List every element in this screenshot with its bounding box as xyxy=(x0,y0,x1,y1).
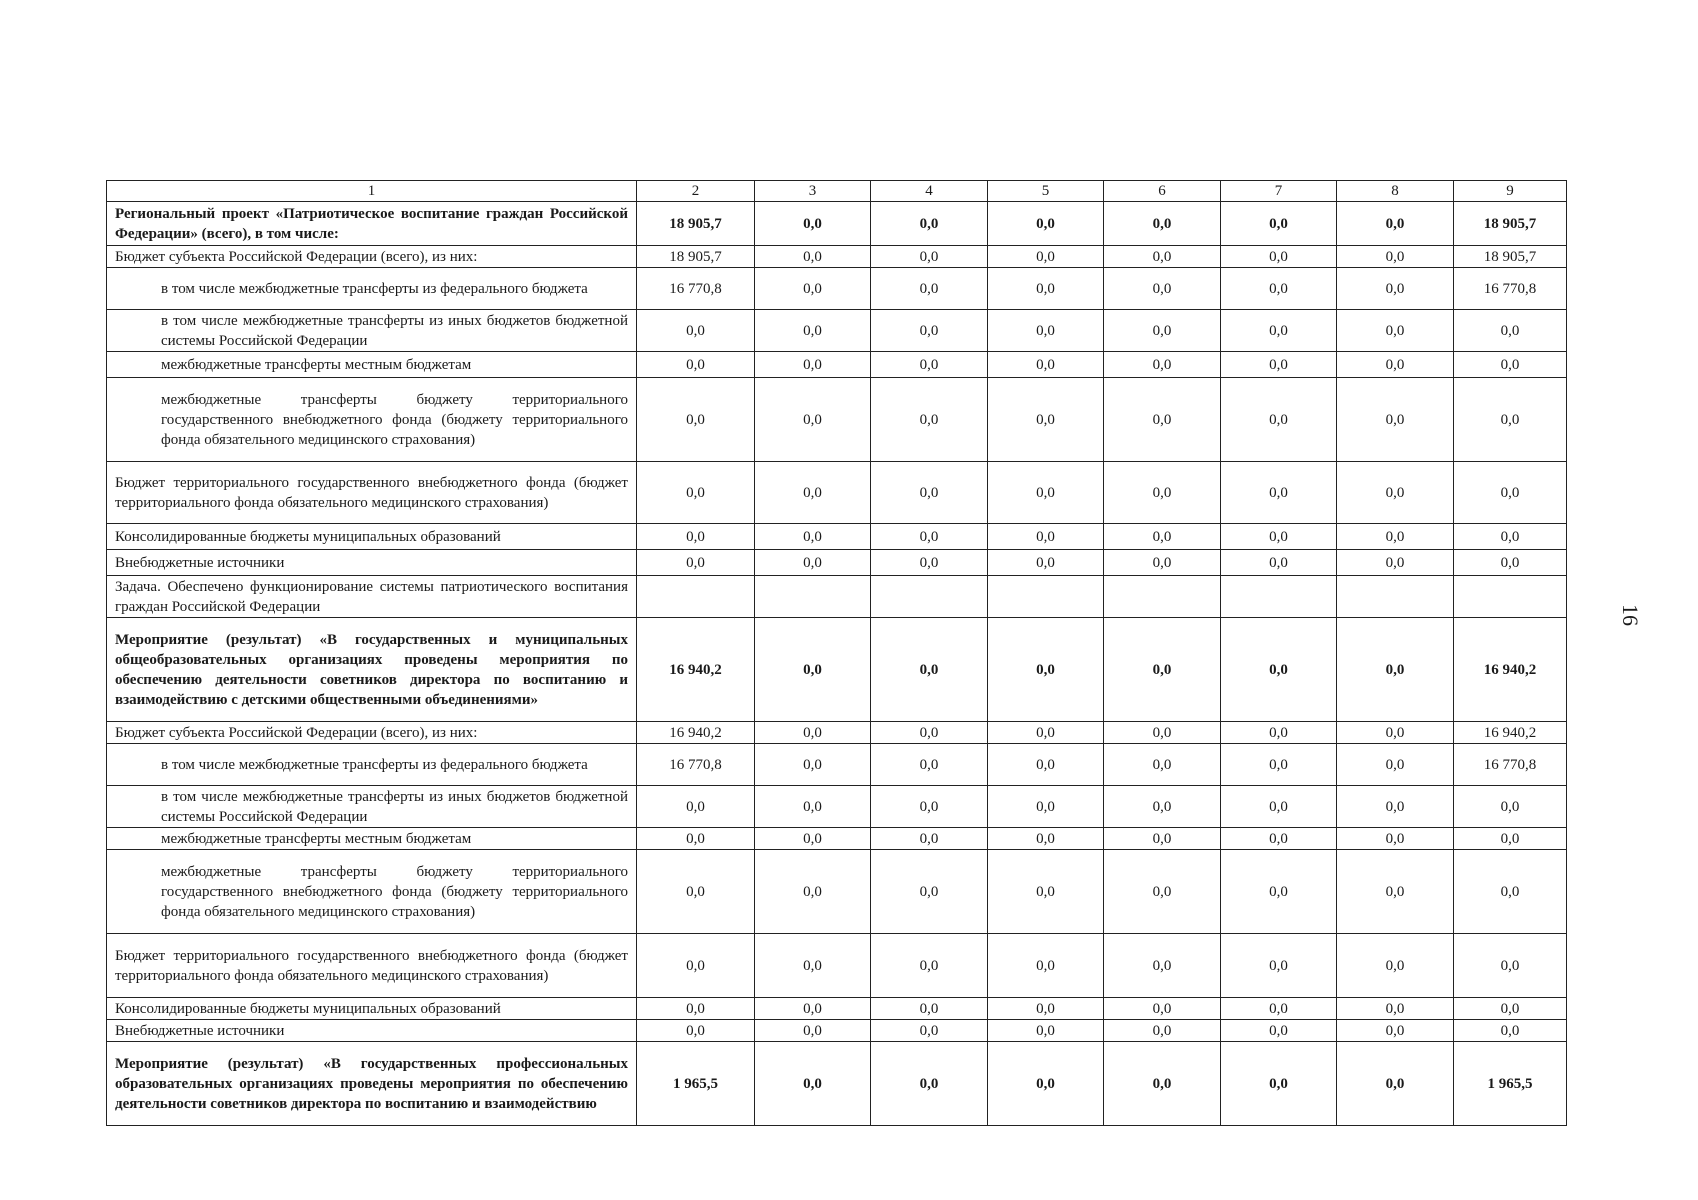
value-cell: 16 770,8 xyxy=(637,268,755,310)
table-row xyxy=(107,998,1567,1020)
value-cell: 0,0 xyxy=(1221,310,1337,352)
value-cell: 0,0 xyxy=(1221,998,1337,1020)
value-cell: 16 770,8 xyxy=(637,744,755,786)
value-cell: 0,0 xyxy=(871,828,988,850)
value-cell: 0,0 xyxy=(1221,850,1337,934)
value-cell: 0,0 xyxy=(1337,524,1454,550)
value-cell: 0,0 xyxy=(988,550,1104,576)
row-label: межбюджетные трансферты бюджету территориального государственного внебюджетного фонда (бюджету территориального фонда обязательного медицинского страхования) xyxy=(107,850,637,934)
table-row xyxy=(107,268,1567,310)
value-cell: 0,0 xyxy=(755,934,871,998)
value-cell: 0,0 xyxy=(755,722,871,744)
page-number: 16 xyxy=(1618,604,1643,626)
budget-table xyxy=(106,180,1567,1126)
value-cell: 0,0 xyxy=(755,786,871,828)
value-cell: 0,0 xyxy=(871,462,988,524)
value-cell: 0,0 xyxy=(988,618,1104,722)
value-cell: 0,0 xyxy=(1454,550,1567,576)
value-cell: 0,0 xyxy=(1104,462,1221,524)
header-row xyxy=(107,181,1567,202)
value-cell xyxy=(1104,576,1221,618)
row-label: Консолидированные бюджеты муниципальных образований xyxy=(107,998,637,1020)
header-cell: 2 xyxy=(637,181,755,202)
row-label: в том числе межбюджетные трансферты из федерального бюджета xyxy=(107,744,637,786)
value-cell: 0,0 xyxy=(1104,378,1221,462)
value-cell: 0,0 xyxy=(988,268,1104,310)
value-cell: 0,0 xyxy=(1337,1042,1454,1126)
value-cell: 0,0 xyxy=(1454,462,1567,524)
value-cell: 0,0 xyxy=(1221,828,1337,850)
value-cell: 0,0 xyxy=(1221,934,1337,998)
value-cell: 16 940,2 xyxy=(1454,618,1567,722)
value-cell: 0,0 xyxy=(1221,378,1337,462)
value-cell: 0,0 xyxy=(988,524,1104,550)
value-cell xyxy=(1454,576,1567,618)
value-cell: 0,0 xyxy=(1104,310,1221,352)
value-cell: 0,0 xyxy=(1337,378,1454,462)
value-cell: 0,0 xyxy=(1104,722,1221,744)
value-cell: 0,0 xyxy=(755,378,871,462)
value-cell: 0,0 xyxy=(1454,1020,1567,1042)
value-cell: 0,0 xyxy=(1221,1020,1337,1042)
value-cell: 0,0 xyxy=(1221,550,1337,576)
value-cell: 1 965,5 xyxy=(637,1042,755,1126)
value-cell: 0,0 xyxy=(1104,352,1221,378)
value-cell: 0,0 xyxy=(755,1042,871,1126)
value-cell: 0,0 xyxy=(1104,1020,1221,1042)
value-cell: 0,0 xyxy=(755,550,871,576)
value-cell: 0,0 xyxy=(1104,246,1221,268)
table-row xyxy=(107,202,1567,246)
value-cell: 0,0 xyxy=(1221,618,1337,722)
value-cell: 0,0 xyxy=(871,1020,988,1042)
value-cell: 0,0 xyxy=(637,934,755,998)
value-cell: 0,0 xyxy=(755,202,871,246)
row-label: Мероприятие (результат) «В государственных профессиональных образовательных организациях проведены мероприятия по обеспечению деятельности советников директора по воспитанию и взаимодействию xyxy=(107,1042,637,1126)
table-row xyxy=(107,462,1567,524)
value-cell: 0,0 xyxy=(1454,786,1567,828)
table-row xyxy=(107,310,1567,352)
value-cell: 0,0 xyxy=(871,378,988,462)
value-cell: 0,0 xyxy=(1104,1042,1221,1126)
row-label: Бюджет территориального государственного внебюджетного фонда (бюджет территориального фонда обязательного медицинского страхования) xyxy=(107,934,637,998)
value-cell: 0,0 xyxy=(871,934,988,998)
value-cell: 0,0 xyxy=(988,310,1104,352)
value-cell: 18 905,7 xyxy=(637,246,755,268)
table-row xyxy=(107,722,1567,744)
value-cell: 0,0 xyxy=(1337,722,1454,744)
row-label: в том числе межбюджетные трансферты из иных бюджетов бюджетной системы Российской Федерации xyxy=(107,786,637,828)
value-cell: 0,0 xyxy=(755,828,871,850)
header-cell: 8 xyxy=(1337,181,1454,202)
table-row xyxy=(107,352,1567,378)
value-cell: 0,0 xyxy=(1337,550,1454,576)
value-cell xyxy=(637,576,755,618)
value-cell: 16 770,8 xyxy=(1454,268,1567,310)
row-label: Внебюджетные источники xyxy=(107,550,637,576)
value-cell: 0,0 xyxy=(988,378,1104,462)
value-cell: 0,0 xyxy=(871,786,988,828)
value-cell: 0,0 xyxy=(1454,378,1567,462)
value-cell: 0,0 xyxy=(988,1020,1104,1042)
value-cell: 0,0 xyxy=(1221,268,1337,310)
value-cell: 0,0 xyxy=(871,744,988,786)
value-cell: 0,0 xyxy=(755,744,871,786)
header-cell: 4 xyxy=(871,181,988,202)
value-cell: 0,0 xyxy=(755,850,871,934)
value-cell: 0,0 xyxy=(1337,934,1454,998)
value-cell: 0,0 xyxy=(988,828,1104,850)
value-cell: 0,0 xyxy=(1337,1020,1454,1042)
value-cell: 0,0 xyxy=(871,268,988,310)
value-cell: 0,0 xyxy=(871,618,988,722)
value-cell: 0,0 xyxy=(755,618,871,722)
value-cell: 0,0 xyxy=(1104,550,1221,576)
row-label: межбюджетные трансферты местным бюджетам xyxy=(107,828,637,850)
table-row xyxy=(107,934,1567,998)
value-cell: 0,0 xyxy=(1221,722,1337,744)
value-cell: 0,0 xyxy=(755,246,871,268)
value-cell: 0,0 xyxy=(1221,462,1337,524)
value-cell: 0,0 xyxy=(1221,524,1337,550)
value-cell: 0,0 xyxy=(755,462,871,524)
value-cell: 0,0 xyxy=(637,378,755,462)
value-cell: 0,0 xyxy=(1454,524,1567,550)
value-cell: 0,0 xyxy=(1337,462,1454,524)
row-label: Консолидированные бюджеты муниципальных образований xyxy=(107,524,637,550)
table-row xyxy=(107,1020,1567,1042)
value-cell xyxy=(1221,576,1337,618)
value-cell: 0,0 xyxy=(871,310,988,352)
row-label: Бюджет субъекта Российской Федерации (всего), из них: xyxy=(107,722,637,744)
value-cell: 0,0 xyxy=(755,268,871,310)
value-cell: 0,0 xyxy=(871,524,988,550)
value-cell: 0,0 xyxy=(755,310,871,352)
value-cell: 0,0 xyxy=(871,998,988,1020)
value-cell: 0,0 xyxy=(1104,268,1221,310)
row-label: в том числе межбюджетные трансферты из иных бюджетов бюджетной системы Российской Федерации xyxy=(107,310,637,352)
value-cell: 0,0 xyxy=(1337,618,1454,722)
value-cell: 0,0 xyxy=(1221,786,1337,828)
value-cell: 0,0 xyxy=(1337,352,1454,378)
table-row xyxy=(107,1042,1567,1126)
value-cell: 0,0 xyxy=(1221,1042,1337,1126)
value-cell: 0,0 xyxy=(988,786,1104,828)
value-cell: 0,0 xyxy=(1104,786,1221,828)
table-row xyxy=(107,550,1567,576)
table-row xyxy=(107,744,1567,786)
value-cell: 0,0 xyxy=(1454,850,1567,934)
value-cell: 0,0 xyxy=(988,462,1104,524)
value-cell: 0,0 xyxy=(637,310,755,352)
value-cell: 0,0 xyxy=(1337,246,1454,268)
value-cell xyxy=(988,576,1104,618)
value-cell: 0,0 xyxy=(637,998,755,1020)
row-label: Региональный проект «Патриотическое воспитание граждан Российской Федерации» (всего), в том числе: xyxy=(107,202,637,246)
value-cell: 0,0 xyxy=(1104,934,1221,998)
table-row xyxy=(107,786,1567,828)
value-cell: 0,0 xyxy=(1104,744,1221,786)
value-cell xyxy=(1337,576,1454,618)
value-cell: 0,0 xyxy=(637,850,755,934)
value-cell: 0,0 xyxy=(1337,850,1454,934)
row-label: Внебюджетные источники xyxy=(107,1020,637,1042)
row-label: Задача. Обеспечено функционирование системы патриотического воспитания граждан Российской Федерации xyxy=(107,576,637,618)
row-label: Мероприятие (результат) «В государственных и муниципальных общеобразовательных организациях проведены мероприятия по обеспечению деятельности советников директора по воспитанию и взаимодействию с детскими общественными объединениями» xyxy=(107,618,637,722)
value-cell: 0,0 xyxy=(871,850,988,934)
row-label: в том числе межбюджетные трансферты из федерального бюджета xyxy=(107,268,637,310)
header-cell: 7 xyxy=(1221,181,1337,202)
value-cell: 0,0 xyxy=(871,550,988,576)
value-cell: 0,0 xyxy=(1104,524,1221,550)
value-cell: 0,0 xyxy=(1454,934,1567,998)
value-cell: 0,0 xyxy=(988,934,1104,998)
value-cell: 0,0 xyxy=(1104,202,1221,246)
header-cell: 5 xyxy=(988,181,1104,202)
table-row xyxy=(107,524,1567,550)
value-cell: 18 905,7 xyxy=(1454,202,1567,246)
value-cell: 0,0 xyxy=(988,246,1104,268)
value-cell: 0,0 xyxy=(1337,310,1454,352)
value-cell: 0,0 xyxy=(755,998,871,1020)
value-cell: 0,0 xyxy=(1454,828,1567,850)
value-cell: 0,0 xyxy=(1104,828,1221,850)
value-cell: 0,0 xyxy=(1337,268,1454,310)
value-cell: 0,0 xyxy=(637,1020,755,1042)
table-row xyxy=(107,850,1567,934)
value-cell: 16 940,2 xyxy=(1454,722,1567,744)
value-cell: 0,0 xyxy=(988,850,1104,934)
row-label: Бюджет территориального государственного внебюджетного фонда (бюджет территориального фонда обязательного медицинского страхования) xyxy=(107,462,637,524)
value-cell: 0,0 xyxy=(1104,998,1221,1020)
header-cell: 3 xyxy=(755,181,871,202)
value-cell: 16 770,8 xyxy=(1454,744,1567,786)
value-cell: 18 905,7 xyxy=(637,202,755,246)
row-label: межбюджетные трансферты бюджету территориального государственного внебюджетного фонда (бюджету территориального фонда обязательного медицинского страхования) xyxy=(107,378,637,462)
table-row xyxy=(107,618,1567,722)
value-cell: 0,0 xyxy=(637,786,755,828)
value-cell: 0,0 xyxy=(755,1020,871,1042)
value-cell: 0,0 xyxy=(871,352,988,378)
value-cell: 0,0 xyxy=(1337,828,1454,850)
value-cell: 0,0 xyxy=(1221,202,1337,246)
value-cell: 0,0 xyxy=(755,352,871,378)
value-cell: 0,0 xyxy=(755,524,871,550)
value-cell: 0,0 xyxy=(637,550,755,576)
value-cell: 0,0 xyxy=(988,202,1104,246)
value-cell: 0,0 xyxy=(988,722,1104,744)
value-cell: 0,0 xyxy=(637,828,755,850)
value-cell: 0,0 xyxy=(1337,202,1454,246)
table-row xyxy=(107,828,1567,850)
table-row xyxy=(107,246,1567,268)
value-cell: 0,0 xyxy=(1454,998,1567,1020)
value-cell: 0,0 xyxy=(871,722,988,744)
value-cell: 0,0 xyxy=(1104,618,1221,722)
value-cell: 0,0 xyxy=(1221,744,1337,786)
value-cell: 0,0 xyxy=(637,524,755,550)
value-cell: 0,0 xyxy=(1337,786,1454,828)
table-row xyxy=(107,378,1567,462)
value-cell: 0,0 xyxy=(988,744,1104,786)
header-cell: 1 xyxy=(107,181,637,202)
value-cell: 0,0 xyxy=(637,462,755,524)
value-cell xyxy=(755,576,871,618)
header-cell: 9 xyxy=(1454,181,1567,202)
value-cell: 0,0 xyxy=(1221,246,1337,268)
value-cell: 0,0 xyxy=(1454,310,1567,352)
header-cell: 6 xyxy=(1104,181,1221,202)
value-cell: 0,0 xyxy=(871,246,988,268)
row-label: межбюджетные трансферты местным бюджетам xyxy=(107,352,637,378)
table-row xyxy=(107,576,1567,618)
value-cell: 0,0 xyxy=(1337,998,1454,1020)
value-cell: 16 940,2 xyxy=(637,618,755,722)
value-cell: 0,0 xyxy=(988,998,1104,1020)
value-cell: 0,0 xyxy=(988,1042,1104,1126)
value-cell xyxy=(871,576,988,618)
value-cell: 0,0 xyxy=(1104,850,1221,934)
value-cell: 0,0 xyxy=(988,352,1104,378)
value-cell: 0,0 xyxy=(871,202,988,246)
value-cell: 0,0 xyxy=(871,1042,988,1126)
row-label: Бюджет субъекта Российской Федерации (всего), из них: xyxy=(107,246,637,268)
value-cell: 16 940,2 xyxy=(637,722,755,744)
value-cell: 0,0 xyxy=(637,352,755,378)
value-cell: 1 965,5 xyxy=(1454,1042,1567,1126)
value-cell: 0,0 xyxy=(1337,744,1454,786)
value-cell: 0,0 xyxy=(1454,352,1567,378)
value-cell: 18 905,7 xyxy=(1454,246,1567,268)
value-cell: 0,0 xyxy=(1221,352,1337,378)
